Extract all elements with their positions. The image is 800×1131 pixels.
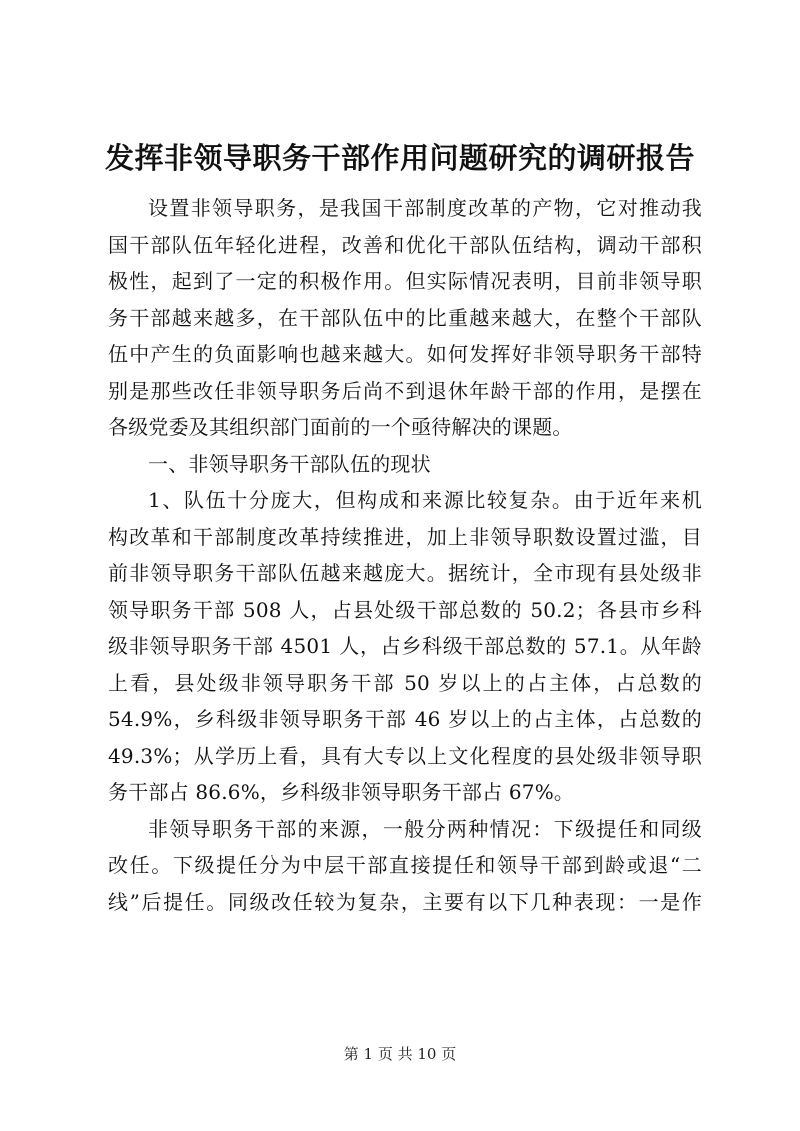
paragraph-status xyxy=(108,482,702,811)
text-line: 前非领导职务干部队伍越来越庞大。据统计，全市现有县处级非 xyxy=(108,561,702,585)
text-line: 构改革和干部制度改革持续推进，加上非领导职数设置过滥，目 xyxy=(108,524,702,549)
page-footer: 第 1 页 共 10 页 xyxy=(343,1045,457,1063)
text-line: 49.3%；从学历上看，具有大专以上文化程度的县处级非领导职 xyxy=(108,743,702,768)
text-line: 别是那些改任非领导职务后尚不到退休年龄干部的作用，是摆在 xyxy=(108,378,702,403)
text-line: 一、非领导职务干部队伍的现状 xyxy=(148,451,431,476)
text-line: 伍中产生的负面影响也越来越大。如何发挥好非领导职务干部特 xyxy=(108,342,702,366)
text-line: 非领导职务干部的来源，一般分两种情况：下级提任和同级 xyxy=(148,816,702,841)
text-line: 国干部队伍年轻化进程，改善和优化干部队伍结构，调动干部积 xyxy=(108,232,702,257)
text-line: 改任。下级提任分为中层干部直接提任和领导干部到龄或退“二 xyxy=(108,853,702,877)
text-line: 1、队伍十分庞大，但构成和来源比较复杂。由于近年来机 xyxy=(148,488,702,512)
document-body xyxy=(108,190,702,920)
paragraph-sources xyxy=(108,811,702,921)
text-line: 领导职务干部 508 人，占县处级干部总数的 50.2；各县市乡科 xyxy=(108,597,702,622)
text-line: 极性，起到了一定的积极作用。但实际情况表明，目前非领导职 xyxy=(108,269,702,293)
section-heading xyxy=(108,446,702,483)
text-line: 务干部占 86.6%，乡科级非领导职务干部占 67%。 xyxy=(108,780,575,804)
text-line: 设置非领导职务，是我国干部制度改革的产物，它对推动我 xyxy=(148,196,702,220)
text-line: 各级党委及其组织部门面前的一个亟待解决的课题。 xyxy=(108,415,573,439)
paragraph-intro xyxy=(108,190,702,446)
text-line: 上看，县处级非领导职务干部 50 岁以上的占主体，占总数的 xyxy=(108,670,702,695)
text-line: 54.9%，乡科级非领导职务干部 46 岁以上的占主体，占总数的 xyxy=(108,707,702,731)
text-line: 级非领导职务干部 4501 人，占乡科级干部总数的 57.1。从年龄 xyxy=(108,634,702,658)
text-line: 务干部越来越多，在干部队伍中的比重越来越大，在整个干部队 xyxy=(108,305,702,330)
document-title: 发挥非领导职务干部作用问题研究的调研报告 xyxy=(104,141,695,175)
text-line: 线”后提任。同级改任较为复杂，主要有以下几种表现：一是作 xyxy=(108,889,702,914)
